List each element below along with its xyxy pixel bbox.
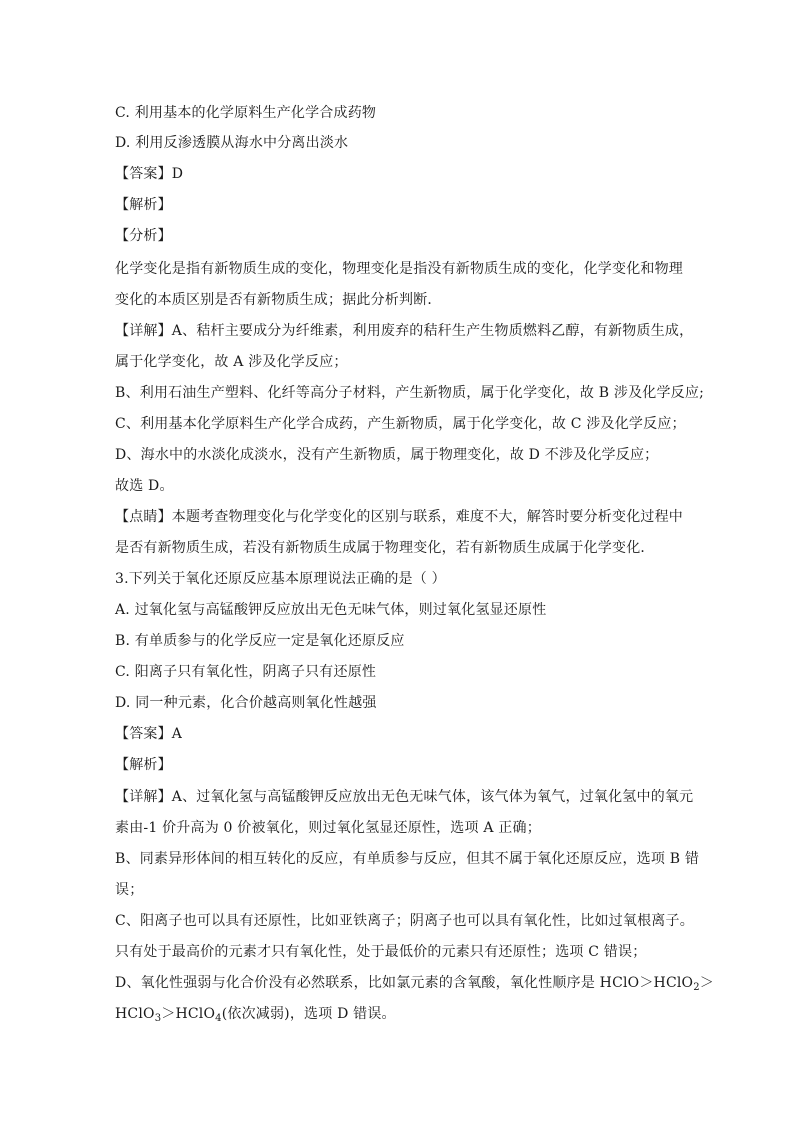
answer-q3: 【答案】A	[115, 726, 183, 742]
detail-line: 属于化学变化，故 A 涉及化学反应；	[115, 354, 348, 370]
detail-line: C、利用基本化学原料生产化学合成药，产生新物质，属于化学变化，故 C 涉及化学反应；	[115, 416, 686, 432]
conclusion-line: 故选 D。	[115, 478, 174, 494]
analysis-heading-q2: 【解析】	[115, 197, 172, 213]
analysis-sub-heading: 【分析】	[115, 228, 172, 244]
detail-line: C、阳离子也可以具有还原性，比如亚铁离子；阴离子也可以具有氧化性，比如过氧根离子。	[115, 913, 694, 929]
option-c-q3: C. 阳离子只有氧化性，阴离子只有还原性	[115, 664, 377, 680]
analysis-heading-q3: 【解析】	[115, 757, 172, 773]
comment-line: 【点睛】本题考查物理变化与化学变化的区别与联系，难度不大，解答时要分析变化过程中	[115, 509, 683, 525]
comment-line: 是否有新物质生成，若没有新物质生成属于物理变化，若有新物质生成属于化学变化．	[115, 540, 655, 556]
detail-line: 素由-1 价升高为 0 价被氧化，则过氧化氢显还原性，选项 A 正确；	[115, 820, 541, 836]
answer-q2: 【答案】D	[115, 166, 184, 182]
option-b-q3: B. 有单质参与的化学反应一定是氧化还原反应	[115, 633, 405, 649]
option-c-q2: C. 利用基本的化学原料生产化学合成药物	[115, 105, 377, 121]
question-3-stem: 3.下列关于氧化还原反应基本原理说法正确的是（ ）	[115, 571, 446, 587]
detail-line: B、利用石油生产塑料、化纤等高分子材料，产生新物质，属于化学变化，故 B 涉及化学反应;	[115, 385, 704, 401]
detail-line: B、同素异形体间的相互转化的反应，有单质参与反应，但其不属于氧化还原反应，选项 B 错	[115, 851, 700, 867]
option-d-q2: D. 利用反渗透膜从海水中分离出淡水	[115, 135, 349, 151]
detail-line: 【详解】A、过氧化氢与高锰酸钾反应放出无色无味气体，该气体为氧气，过氧化氢中的氧元	[115, 789, 694, 805]
paragraph-line: 变化的本质区别是否有新物质生成；据此分析判断．	[115, 292, 442, 308]
detail-line-formula: HClO$_3$＞HClO$_4$(依次减弱)，选项 D 错误。	[115, 1006, 396, 1024]
detail-line: 误；	[115, 882, 144, 898]
paragraph-line: 化学变化是指有新物质生成的变化，物理变化是指没有新物质生成的变化，化学变化和物理	[115, 261, 683, 277]
option-d-q3: D. 同一种元素，化合价越高则氧化性越强	[115, 695, 377, 711]
detail-line: 【详解】A、秸杆主要成分为纤维素，利用废弃的秸秆生产生物质燃料乙醇，有新物质生成，	[115, 323, 694, 339]
detail-line: 只有处于最高价的元素才只有氧化性，处于最低价的元素只有还原性；选项 C 错误；	[115, 944, 647, 960]
detail-line: D、海水中的水淡化成淡水，没有产生新物质，属于物理变化，故 D 不涉及化学反应；	[115, 447, 659, 463]
detail-line-formula: D、氧化性强弱与化合价没有必然联系，比如氯元素的含氧酸，氧化性顺序是 HClO＞HClO$_2$＞	[115, 975, 714, 993]
option-a-q3: A. 过氧化氢与高锰酸钾反应放出无色无味气体，则过氧化氢显还原性	[115, 602, 547, 618]
